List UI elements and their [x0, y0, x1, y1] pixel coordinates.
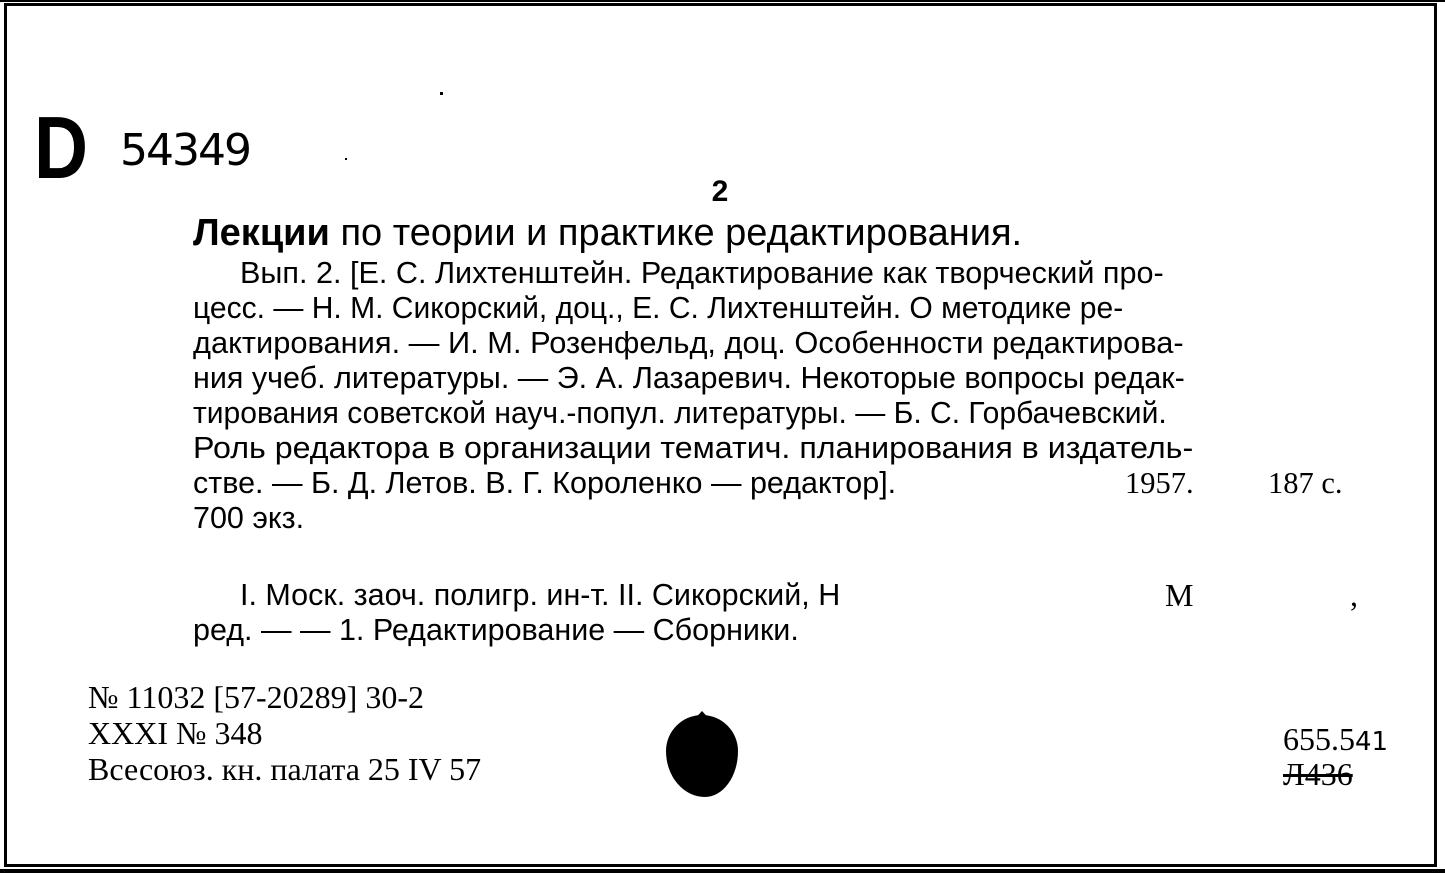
publication-year: 1957. [1125, 466, 1194, 500]
scan-edge-top [0, 0, 1445, 2]
description-line: ния учеб. литературы. — Э. А. Лазаревич. Некоторые вопросы редак- [193, 361, 1185, 395]
description-line: Вып. 2. [Е. С. Лихтенштейн. Редактирование как творческий про- [240, 256, 1164, 290]
inventory-stamp-number: 54349 [120, 125, 250, 176]
handwritten-annotation: 41 [1355, 727, 1389, 757]
title-lead-word: Лекции [193, 212, 330, 254]
title-rest: по теории и практике редактирования. [329, 212, 1023, 254]
registry-line: Всесоюз. кн. палата 25 IV 57 [88, 751, 482, 787]
registry-line: № 11032 [57-20289] 30-2 [88, 679, 424, 715]
tracing-initial: М [1165, 577, 1194, 613]
description-line: стве. — Б. Д. Летов. В. Г. Короленко — редактор]. [193, 466, 897, 500]
print-run: 700 экз. [193, 501, 305, 535]
description-line: Роль редактора в организации тематич. планирования в издатель- [193, 431, 1194, 465]
registry-line: XXXI № 348 [88, 715, 263, 751]
tracing-line-1 [240, 577, 840, 613]
page-count: 187 с. [1268, 466, 1343, 500]
scan-speck [440, 92, 443, 95]
tracing-main: I. Моск. заоч. полигр. ин-т. II. Сикорский, Н [240, 578, 841, 612]
classification-number [1283, 722, 1388, 759]
description-line: дактирования. — И. М. Розенфельд, доц. Особенности редактирова- [193, 326, 1184, 360]
author-sign [1283, 757, 1353, 791]
book-title [193, 210, 1022, 256]
scan-speck [345, 158, 347, 160]
scan-edge-bottom [0, 869, 1445, 873]
card-number: 2 [711, 175, 729, 208]
author-sign-value: Л436 [1283, 756, 1353, 792]
tracing-line-2: ред. — — 1. Редактирование — Сборники. [193, 613, 799, 647]
description-line: тирования советской науч.-попул. литературы. — Б. С. Горбачевский. [193, 396, 1167, 430]
description-line: цесс. — Н. М. Сикорский, доц., Е. С. Лихтенштейн. О методике ре- [193, 291, 1124, 325]
inventory-stamp-letter: D [34, 98, 89, 197]
tracing-comma: , [1350, 577, 1358, 613]
udc-number: 655.5 [1283, 721, 1355, 757]
